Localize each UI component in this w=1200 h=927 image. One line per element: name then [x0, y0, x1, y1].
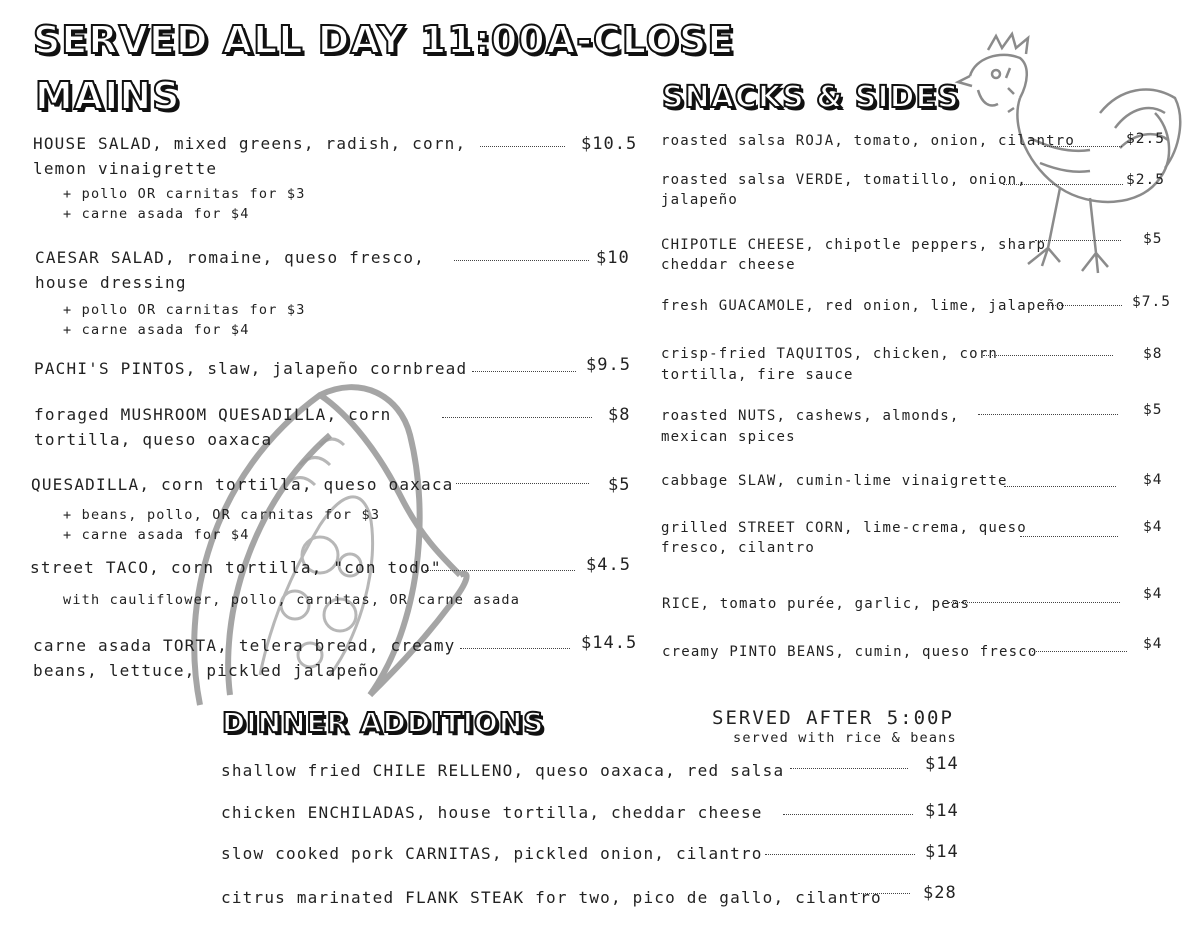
- leader-dots: [783, 814, 913, 815]
- item-price: $5: [1143, 402, 1163, 418]
- item-text-cont: beans, lettuce, pickled jalapeño: [33, 661, 380, 680]
- leader-dots: [790, 768, 908, 769]
- item-text: QUESADILLA, corn tortilla, queso oaxaca: [31, 475, 454, 494]
- item-addon: + carne asada for $4: [63, 322, 250, 338]
- item-text-cont: jalapeño: [661, 192, 739, 208]
- leader-dots: [978, 414, 1118, 415]
- item-text: RICE, tomato purée, garlic, peas: [662, 596, 971, 612]
- item-text: foraged MUSHROOM QUESADILLA, corn: [34, 405, 392, 424]
- item-text: street TACO, corn tortilla, "con todo": [30, 558, 442, 577]
- item-price: $14: [925, 842, 959, 862]
- item-price: $8: [1143, 346, 1163, 362]
- item-text: slow cooked pork CARNITAS, pickled onion, cilantro: [221, 844, 763, 863]
- item-price: $4: [1143, 519, 1163, 535]
- leader-dots: [1020, 536, 1118, 537]
- leader-dots: [1003, 184, 1123, 185]
- item-text: CAESAR SALAD, romaine, queso fresco,: [35, 248, 425, 267]
- item-addon: + pollo OR carnitas for $3: [63, 186, 306, 202]
- leader-dots: [1044, 146, 1122, 147]
- dinner-heading: DINNER ADDITIONS: [222, 706, 545, 739]
- item-text-cont: house dressing: [35, 273, 187, 292]
- served-all-day-heading: SERVED ALL DAY 11:00A-CLOSE: [33, 18, 735, 62]
- leader-dots: [472, 371, 576, 372]
- snacks-heading: SNACKS & SIDES: [662, 80, 960, 115]
- leader-dots: [456, 483, 589, 484]
- item-text-cont: tortilla, queso oaxaca: [34, 430, 273, 449]
- item-price: $14.5: [581, 633, 638, 653]
- item-price: $14: [925, 801, 959, 821]
- item-addon: + carne asada for $4: [63, 206, 250, 222]
- item-text: CHIPOTLE CHEESE, chipotle peppers, sharp: [661, 237, 1047, 253]
- leader-dots: [858, 893, 910, 894]
- item-price: $5: [1143, 231, 1163, 247]
- item-text: cabbage SLAW, cumin-lime vinaigrette: [661, 473, 1008, 489]
- item-text: roasted salsa ROJA, tomato, onion, cilantro: [661, 133, 1076, 149]
- item-text-cont: cheddar cheese: [661, 257, 796, 273]
- item-text: HOUSE SALAD, mixed greens, radish, corn,: [33, 134, 467, 153]
- item-text-cont: lemon vinaigrette: [33, 159, 218, 178]
- item-text: creamy PINTO BEANS, cumin, queso fresco: [662, 644, 1038, 660]
- item-price: $4: [1143, 472, 1163, 488]
- item-price: $5: [608, 475, 631, 495]
- leader-dots: [1004, 486, 1116, 487]
- item-price: $10: [596, 248, 630, 268]
- leader-dots: [425, 570, 575, 571]
- leader-dots: [1046, 305, 1122, 306]
- item-text: fresh GUACAMOLE, red onion, lime, jalapeño: [661, 298, 1066, 314]
- item-text-cont: mexican spices: [661, 429, 796, 445]
- item-addon: + beans, pollo, OR carnitas for $3: [63, 507, 381, 523]
- item-price: $4: [1143, 586, 1163, 602]
- leader-dots: [983, 355, 1113, 356]
- item-text: PACHI'S PINTOS, slaw, jalapeño cornbread: [34, 359, 468, 378]
- item-price: $4: [1143, 636, 1163, 652]
- served-after-note: served with rice & beans: [733, 730, 957, 746]
- served-after-heading: SERVED AFTER 5:00P: [712, 707, 954, 729]
- leader-dots: [480, 146, 565, 147]
- leader-dots: [948, 602, 1120, 603]
- item-text: grilled STREET CORN, lime-crema, queso: [661, 520, 1027, 536]
- item-price: $10.5: [581, 134, 638, 154]
- item-price: $9.5: [586, 355, 631, 375]
- leader-dots: [1035, 240, 1121, 241]
- item-text: roasted NUTS, cashews, almonds,: [661, 408, 960, 424]
- item-price: $28: [923, 883, 957, 903]
- leader-dots: [460, 648, 570, 649]
- item-price: $2.5: [1126, 131, 1165, 147]
- leader-dots: [765, 854, 915, 855]
- leader-dots: [1032, 651, 1127, 652]
- item-text: crisp-fried TAQUITOS, chicken, corn: [661, 346, 999, 362]
- item-text-cont: tortilla, fire sauce: [661, 367, 854, 383]
- item-text: roasted salsa VERDE, tomatillo, onion,: [661, 172, 1027, 188]
- item-text: chicken ENCHILADAS, house tortilla, cheddar cheese: [221, 803, 763, 822]
- item-price: $14: [925, 754, 959, 774]
- item-note: with cauliflower, pollo, carnitas, OR carne asada: [63, 592, 521, 608]
- item-price: $8: [608, 405, 631, 425]
- leader-dots: [454, 260, 589, 261]
- item-price: $2.5: [1126, 172, 1165, 188]
- item-text: citrus marinated FLANK STEAK for two, pico de gallo, cilantro: [221, 888, 882, 907]
- item-price: $7.5: [1132, 294, 1171, 310]
- item-addon: + carne asada for $4: [63, 527, 250, 543]
- leader-dots: [442, 417, 592, 418]
- item-addon: + pollo OR carnitas for $3: [63, 302, 306, 318]
- mains-heading: MAINS: [35, 74, 181, 118]
- item-text-cont: fresco, cilantro: [661, 540, 816, 556]
- item-price: $4.5: [586, 555, 631, 575]
- item-text: carne asada TORTA, telera bread, creamy: [33, 636, 456, 655]
- item-text: shallow fried CHILE RELLENO, queso oaxaca, red salsa: [221, 761, 785, 780]
